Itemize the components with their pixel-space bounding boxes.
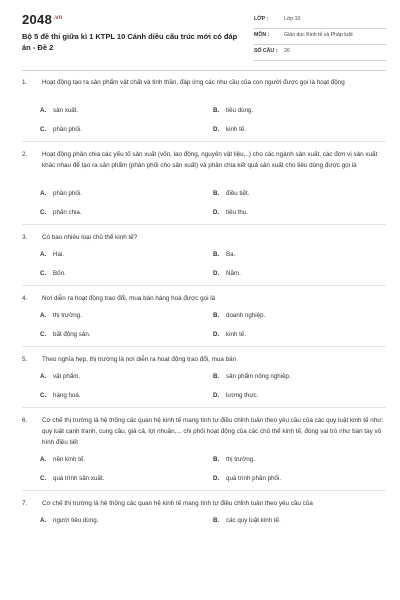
document-meta <box>254 13 386 61</box>
option-text: điều tiết. <box>226 190 250 197</box>
question-text: Có bao nhiêu loại chủ thể kinh tế? <box>42 234 138 241</box>
meta-key: LỚP : <box>254 16 269 22</box>
option-letter: A. <box>40 517 47 524</box>
option-text: doanh nghiệp. <box>226 312 266 319</box>
option-letter: C. <box>40 126 47 133</box>
answer-option[interactable] <box>40 250 64 260</box>
question-text: Hoạt động phân chia các yếu tố sản xuất (vốn, lao động, nguyên vật liệu,..) cho các ngành sản xuất, các đơn vị sản xuất khác nhau để tạo ra sản phẩm (phân phối cho sản xuất) và phân chia kết quả sản xuất cho tiêu dùng được gọi là <box>42 151 378 169</box>
answer-option[interactable] <box>213 125 246 135</box>
option-letter: D. <box>213 209 220 216</box>
option-letter: C. <box>40 392 47 399</box>
question-text: Cơ chế thị trường là hệ thống các quan hệ kinh tế mang tính tự điều chỉnh tuân theo yêu cầu của các quy luật kinh tế như: quy luật cạnh tranh, cung cầu, giá cả, lợi nhuận,... chi phối hoạt động của các chủ thể kinh tế, đóng vai trò như bàn tay vô hình điều tiết <box>42 417 384 446</box>
option-text: quá trình sản xuất. <box>53 475 105 482</box>
question-gap <box>0 491 400 498</box>
question-number: 4. <box>22 295 28 302</box>
answer-option[interactable] <box>40 208 82 218</box>
answer-options <box>0 243 400 285</box>
question-text: Theo nghĩa hẹp, thị trường là nơi diễn ra hoạt động trao đổi, mua bán <box>42 356 237 363</box>
option-text: phân phối. <box>53 190 82 197</box>
question-text: Nơi diễn ra hoạt động trao đổi, mua bán hàng hoá được gọi là <box>42 295 216 302</box>
question-number: 5. <box>22 356 28 363</box>
option-letter: B. <box>213 107 220 114</box>
question-number: 6. <box>22 417 28 424</box>
option-text: tiêu thụ. <box>226 209 249 216</box>
option-letter: C. <box>40 270 47 277</box>
option-text: phân phối. <box>53 126 82 133</box>
answer-option[interactable] <box>213 269 241 279</box>
option-letter: B. <box>213 312 220 319</box>
answer-option[interactable] <box>213 106 253 116</box>
option-text: kinh tế. <box>226 126 246 133</box>
question-stem <box>0 77 400 99</box>
answer-options <box>0 99 400 141</box>
answer-option[interactable] <box>40 516 98 526</box>
option-text: nền kinh tế. <box>53 456 85 463</box>
option-letter: B. <box>213 373 220 380</box>
answer-option[interactable] <box>40 474 104 484</box>
question-text: Cơ chế thị trường là hệ thống các quan hệ kinh tế mang tính tự điều chỉnh tuân theo yêu cầu của <box>42 500 313 507</box>
question-1 <box>0 77 400 149</box>
option-letter: A. <box>40 251 47 258</box>
option-text: hàng hoá. <box>53 392 81 399</box>
option-letter: A. <box>40 373 47 380</box>
answer-option[interactable] <box>40 189 82 199</box>
option-letter: D. <box>213 270 220 277</box>
meta-row-count <box>254 45 386 61</box>
question-stem <box>0 232 400 243</box>
answer-option[interactable] <box>213 330 246 340</box>
option-text: người tiêu dùng. <box>53 517 99 524</box>
question-number: 7. <box>22 500 28 507</box>
option-letter: C. <box>40 475 47 482</box>
answer-options <box>0 182 400 224</box>
question-7 <box>0 498 400 551</box>
option-letter: C. <box>40 331 47 338</box>
option-text: Hai. <box>53 251 65 258</box>
option-text: kinh tế. <box>226 331 246 338</box>
option-text: sản xuất. <box>53 107 79 114</box>
option-text: sản phẩm nông nghiệp. <box>226 373 291 380</box>
answer-option[interactable] <box>213 474 281 484</box>
question-gap <box>0 225 400 232</box>
meta-value: 26 <box>284 48 290 54</box>
answer-option[interactable] <box>213 372 291 382</box>
question-stem <box>0 293 400 304</box>
option-text: lương thực. <box>226 392 259 399</box>
option-letter: B. <box>213 517 220 524</box>
answer-options <box>0 448 400 490</box>
option-letter: B. <box>213 190 220 197</box>
logo-main-text: 2048 <box>22 12 53 27</box>
logo-sub-text: .vn <box>53 14 63 21</box>
header-divider <box>22 70 386 71</box>
question-gap <box>0 286 400 293</box>
answer-option[interactable] <box>40 330 91 340</box>
option-text: vật phẩm. <box>53 373 81 380</box>
option-text: quá trình phân phối. <box>226 475 282 482</box>
answer-option[interactable] <box>213 208 248 218</box>
answer-option[interactable] <box>213 189 249 199</box>
document-header <box>0 0 400 70</box>
option-letter: A. <box>40 190 47 197</box>
option-letter: D. <box>213 475 220 482</box>
question-gap <box>0 347 400 354</box>
question-6 <box>0 415 400 498</box>
answer-option[interactable] <box>40 311 82 321</box>
question-gap <box>0 142 400 149</box>
option-letter: D. <box>213 126 220 133</box>
answer-options <box>0 509 400 551</box>
question-2 <box>0 149 400 232</box>
option-text: Bốn. <box>53 270 66 277</box>
meta-row-subject <box>254 29 386 45</box>
answer-option[interactable] <box>213 391 258 401</box>
answer-option[interactable] <box>40 269 66 279</box>
question-stem <box>0 354 400 365</box>
question-3 <box>0 232 400 293</box>
option-letter: B. <box>213 251 220 258</box>
answer-option[interactable] <box>40 391 81 401</box>
option-text: tiêu dùng. <box>226 107 254 114</box>
meta-value: Giáo dục Kinh tế và Pháp luật <box>284 32 353 38</box>
option-text: Ba. <box>226 251 236 258</box>
meta-row-class <box>254 13 386 29</box>
answer-option[interactable] <box>213 311 265 321</box>
question-number: 1. <box>22 79 28 86</box>
question-list <box>0 77 400 551</box>
option-letter: C. <box>40 209 47 216</box>
answer-option[interactable] <box>40 455 85 465</box>
question-number: 2. <box>22 151 28 158</box>
option-letter: D. <box>213 331 220 338</box>
answer-option[interactable] <box>40 106 78 116</box>
answer-options <box>0 365 400 407</box>
option-letter: A. <box>40 107 47 114</box>
option-letter: A. <box>40 456 47 463</box>
meta-value: Lớp 10 <box>284 16 301 22</box>
question-5 <box>0 354 400 415</box>
option-text: thị trường. <box>53 312 82 319</box>
option-text: các quy luật kinh tế. <box>226 517 281 524</box>
document-title: Bộ 5 đề thi giữa kì 1 KTPL 10 Cánh diều cấu trúc mới có đáp án - Đề 2 <box>22 32 238 52</box>
question-stem <box>0 498 400 509</box>
question-text: Hoạt động tạo ra sản phẩm vật chất và tinh thần, đáp ứng các nhu cầu của con người được gọi là hoạt động <box>42 79 345 86</box>
answer-option[interactable] <box>40 125 82 135</box>
question-4 <box>0 293 400 354</box>
site-logo[interactable] <box>22 12 63 27</box>
question-number: 3. <box>22 234 28 241</box>
option-text: phân chia. <box>53 209 82 216</box>
answer-option[interactable] <box>213 516 281 526</box>
option-text: thị trường. <box>226 456 255 463</box>
option-letter: B. <box>213 456 220 463</box>
question-stem <box>0 149 400 182</box>
meta-key: SỐ CÂU : <box>254 48 278 54</box>
option-text: Năm. <box>226 270 241 277</box>
answer-options <box>0 304 400 346</box>
question-stem <box>0 415 400 448</box>
answer-option[interactable] <box>40 372 80 382</box>
meta-key: MÔN : <box>254 32 270 38</box>
option-letter: D. <box>213 392 220 399</box>
answer-option[interactable] <box>213 250 235 260</box>
option-letter: A. <box>40 312 47 319</box>
option-text: bất động sản. <box>53 331 91 338</box>
question-gap <box>0 408 400 415</box>
answer-option[interactable] <box>213 455 255 465</box>
